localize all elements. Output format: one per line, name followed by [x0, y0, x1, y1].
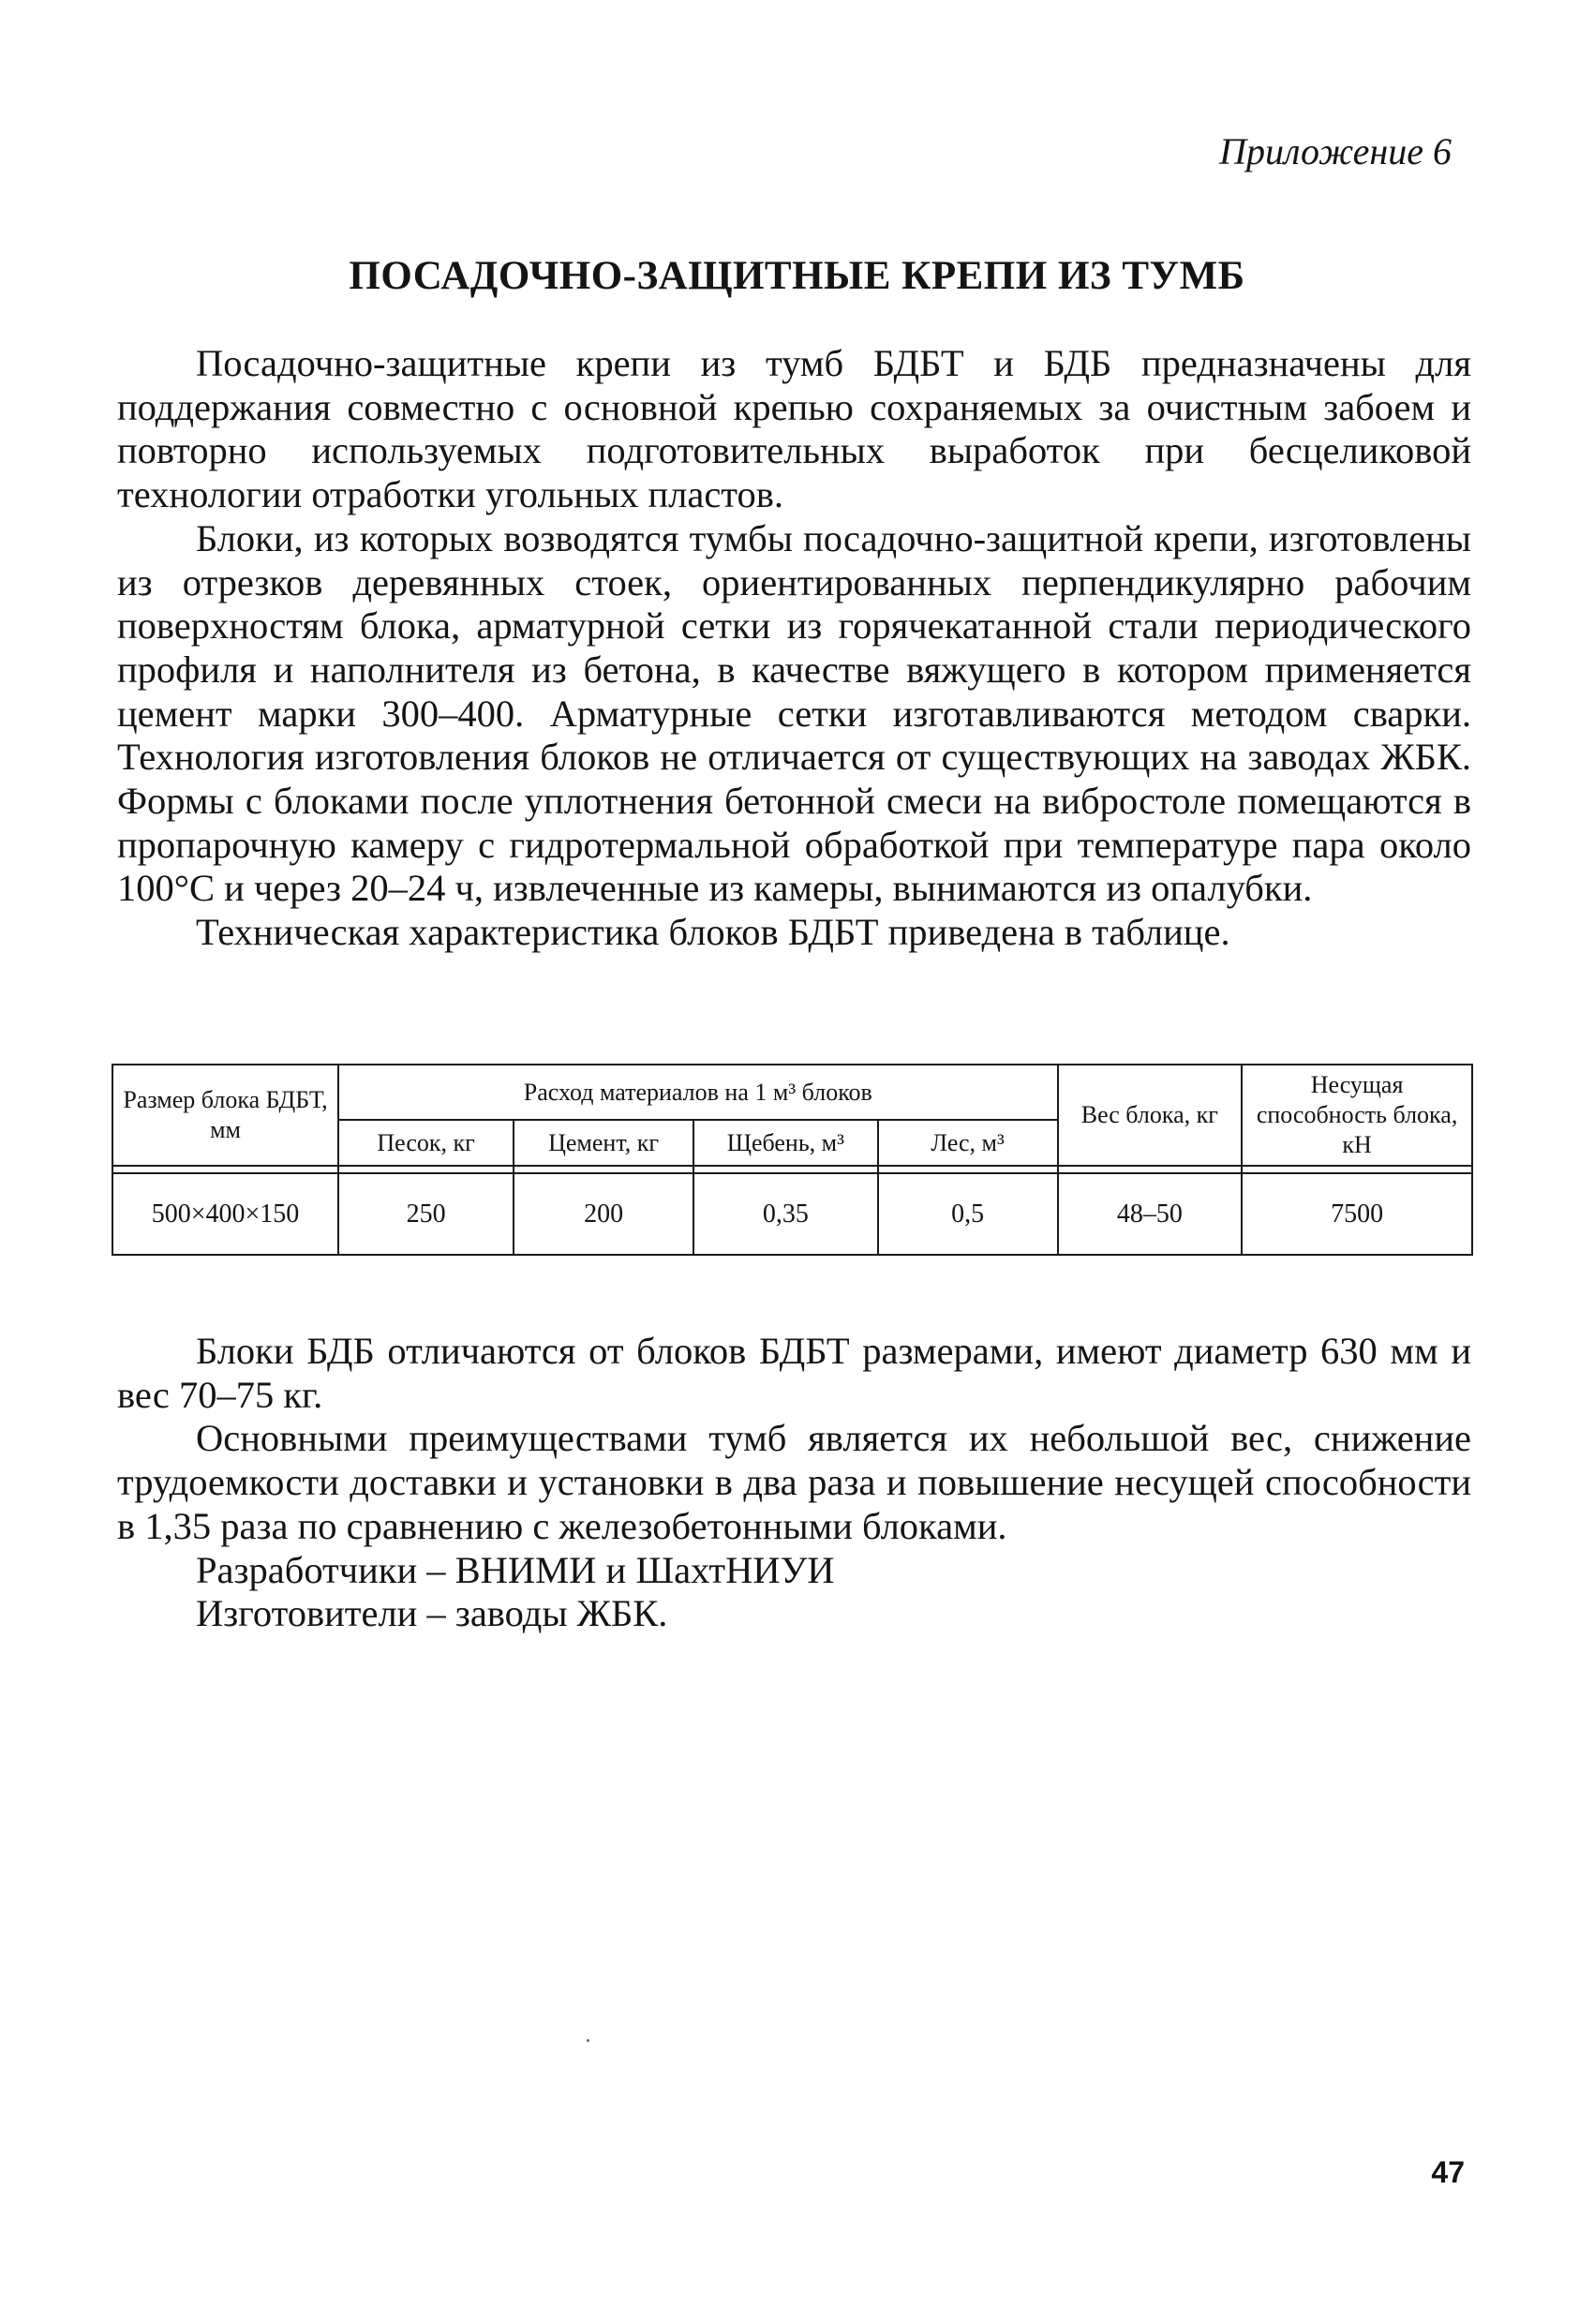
header-size: Размер блока БДБТ, мм	[112, 1065, 338, 1166]
cell-cement: 200	[514, 1173, 693, 1255]
table-header-row	[112, 1065, 1472, 1120]
page-title: ПОСАДОЧНО-ЗАЩИТНЫЕ КРЕПИ ИЗ ТУМБ	[349, 254, 1245, 298]
header-capacity: Несущая способность блока, кН	[1242, 1065, 1472, 1166]
cell-gravel: 0,35	[693, 1173, 878, 1255]
spec-table	[112, 1064, 1473, 1256]
paragraph-bdb-blocks: Блоки БДБ отличаются от блоков БДБТ размерами, имеют диаметр 630 мм и вес 70–75 кг.	[117, 1330, 1471, 1416]
cell-size: 500×400×150	[112, 1173, 338, 1255]
cell-sand: 250	[338, 1173, 514, 1255]
table-row	[112, 1173, 1472, 1255]
cell-capacity: 7500	[1242, 1173, 1472, 1255]
table-divider	[112, 1166, 1472, 1173]
header-cement: Цемент, кг	[514, 1120, 693, 1166]
cell-timber: 0,5	[878, 1173, 1058, 1255]
header-sand: Песок, кг	[338, 1120, 514, 1166]
paragraph-advantages: Основными преимуществами тумб является их небольшой вес, снижение трудоемкости доставки и установки в два раза и повышение несущей способности в 1,35 раза по сравнению с железобетонными блоками.	[117, 1417, 1471, 1547]
cell-weight: 48–50	[1058, 1173, 1243, 1255]
scan-speck	[587, 2039, 589, 2042]
paragraph-manufacturers: Изготовители – заводы ЖБК.	[196, 1592, 668, 1635]
body-text-before-table	[117, 342, 1471, 955]
header-timber: Лес, м³	[878, 1120, 1058, 1166]
paragraph-block-description: Блоки, из которых возводятся тумбы посадочно-защитной крепи, изготовлены из отрезков деревянных стоек, ориентированных перпендикулярно рабочим поверхностям блока, арматурной сетки из горячекатанной стали периодического профиля и наполнителя из бетона, в качестве вяжущего в котором применяется цемент марки 300–400. Арматурные сетки изготавливаются методом сварки. Технология изготовления блоков не отличается от существующих на заводах ЖБК. Формы с блоками после уплотнения бетонной смеси на вибростоле помещаются в пропарочную камеру с гидротермальной обработкой при температуре пара около 100°С и через 20–24 ч, извлеченные из камеры, вынимаются из опалубки.	[117, 516, 1471, 910]
body-text-after-table	[117, 1330, 1471, 1636]
header-materials-group: Расход материалов на 1 м³ блоков	[338, 1065, 1058, 1120]
paragraph-table-intro: Техническая характеристика блоков БДБТ приведена в таблице.	[196, 911, 1230, 954]
paragraph-purpose: Посадочно-защитные крепи из тумб БДБТ и БДБ предназначены для поддержания совместно с основной крепью сохраняемых за очистным забоем и повторно используемых подготовительных выработок при бесцеликовой технологии отработки угольных пластов.	[117, 342, 1471, 516]
header-gravel: Щебень, м³	[693, 1120, 878, 1166]
header-weight: Вес блока, кг	[1058, 1065, 1243, 1166]
appendix-label: Приложение 6	[1219, 130, 1452, 172]
paragraph-developers: Разработчики – ВНИМИ и ШахтНИУИ	[196, 1548, 835, 1591]
page-number: 47	[1431, 2155, 1465, 2189]
